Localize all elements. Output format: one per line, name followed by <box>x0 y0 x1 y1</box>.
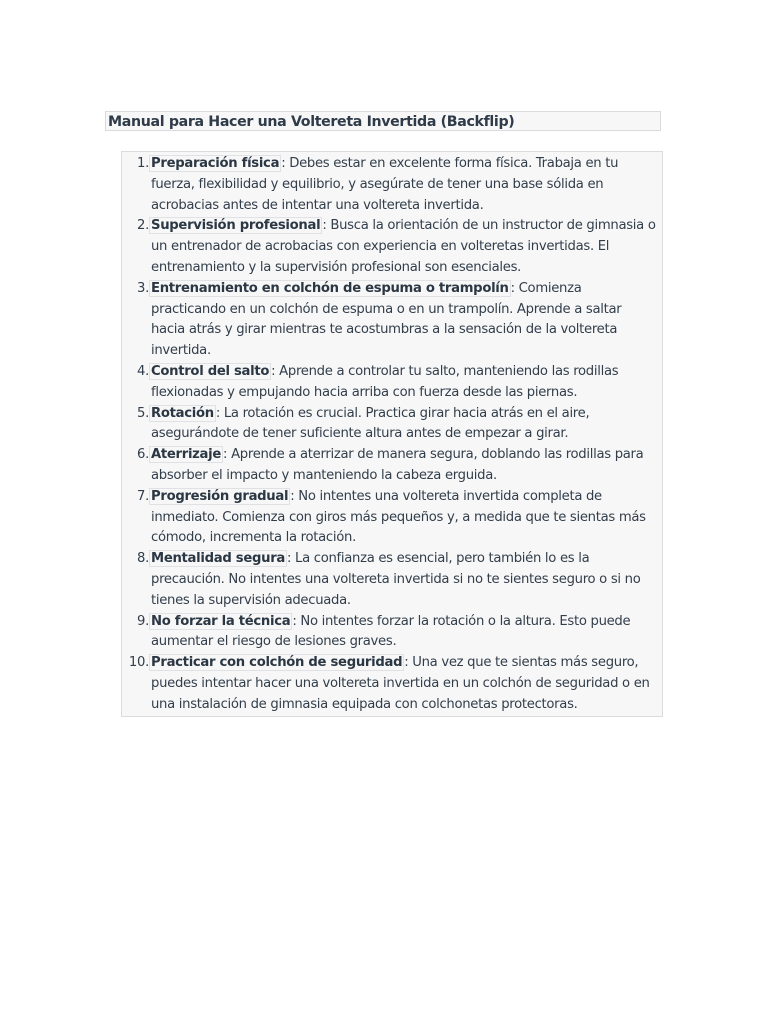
step-text: : La rotación es crucial. Practica girar hacia atrás en el aire, asegurándote de tener suficiente altura antes de empezar a girar. <box>151 405 590 442</box>
steps-list <box>122 152 662 716</box>
steps-box <box>121 151 663 717</box>
step-text: : Aprende a aterrizar de manera segura, doblando las rodillas para absorber el impacto y manteniendo la cabeza erguida. <box>151 447 644 483</box>
step-term: Control del salto <box>151 363 270 379</box>
step-term: Preparación física <box>151 156 280 171</box>
list-item <box>122 279 659 362</box>
step-text: : Comienza practicando en un colchón de espuma o en un trampolín. Aprende a saltar hacia atrás y girar mientras te acostumbras a la sensación de la voltereta invertida. <box>151 280 622 359</box>
step-number: 10. <box>128 655 149 671</box>
step-term: Entrenamiento en colchón de espuma o trampolín <box>151 280 509 296</box>
list-item <box>122 612 659 654</box>
step-text: : Busca la orientación de un instructor de gimnasia o un entrenador de acrobacias con experiencia en volteretas invertidas. El entrenamiento y la supervisión profesional son esenciales. <box>151 218 656 275</box>
step-text: : Una vez que te sientas más seguro, puedes intentar hacer una voltereta invertida en un colchón de seguridad o en una instalación de gimnasia equipada con colchonetas protectoras. <box>151 655 650 712</box>
list-item <box>122 404 659 446</box>
step-term: Progresión gradual <box>151 488 289 504</box>
title-box <box>105 111 661 131</box>
step-text: : La confianza es esencial, pero también lo es la precaución. No intentes una voltereta invertida si no te sientes seguro o si no tienes la supervisión adecuada. <box>151 551 641 608</box>
step-term: No forzar la técnica <box>151 613 291 629</box>
step-number: 7. <box>137 488 149 504</box>
step-number: 6. <box>137 447 149 463</box>
list-item <box>122 487 659 549</box>
step-number: 1. <box>137 156 149 171</box>
step-term: Mentalidad segura <box>151 551 285 567</box>
step-term: Rotación <box>151 405 214 421</box>
step-text: : Aprende a controlar tu salto, manteniendo las rodillas flexionadas y empujando hacia arriba con fuerza desde las piernas. <box>151 363 619 400</box>
step-number: 5. <box>137 405 149 421</box>
list-item <box>122 549 659 611</box>
list-item <box>122 445 659 487</box>
page-title: Manual para Hacer una Voltereta Invertida (Backflip) <box>108 114 515 130</box>
step-term: Practicar con colchón de seguridad <box>151 655 403 671</box>
step-text: : Debes estar en excelente forma física. Trabaja en tu fuerza, flexibilidad y equilibrio, y asegúrate de tener una base sólida en acrobacias antes de intentar una voltereta invertida. <box>151 156 619 213</box>
step-term: Supervisión profesional <box>151 218 321 234</box>
list-item <box>122 653 659 715</box>
step-text: : No intentes forzar la rotación o la altura. Esto puede aumentar el riesgo de lesiones graves. <box>151 613 631 650</box>
step-number: 8. <box>137 551 149 567</box>
step-number: 4. <box>137 363 149 379</box>
step-number: 3. <box>137 280 149 296</box>
step-number: 9. <box>137 613 149 629</box>
step-term: Aterrizaje <box>151 447 222 463</box>
list-item <box>122 362 659 404</box>
step-text: : No intentes una voltereta invertida completa de inmediato. Comienza con giros más pequeños y, a medida que te sientas más cómodo, incrementa la rotación. <box>151 488 646 546</box>
step-number: 2. <box>137 218 149 234</box>
list-item <box>122 154 659 216</box>
list-item <box>122 216 659 278</box>
